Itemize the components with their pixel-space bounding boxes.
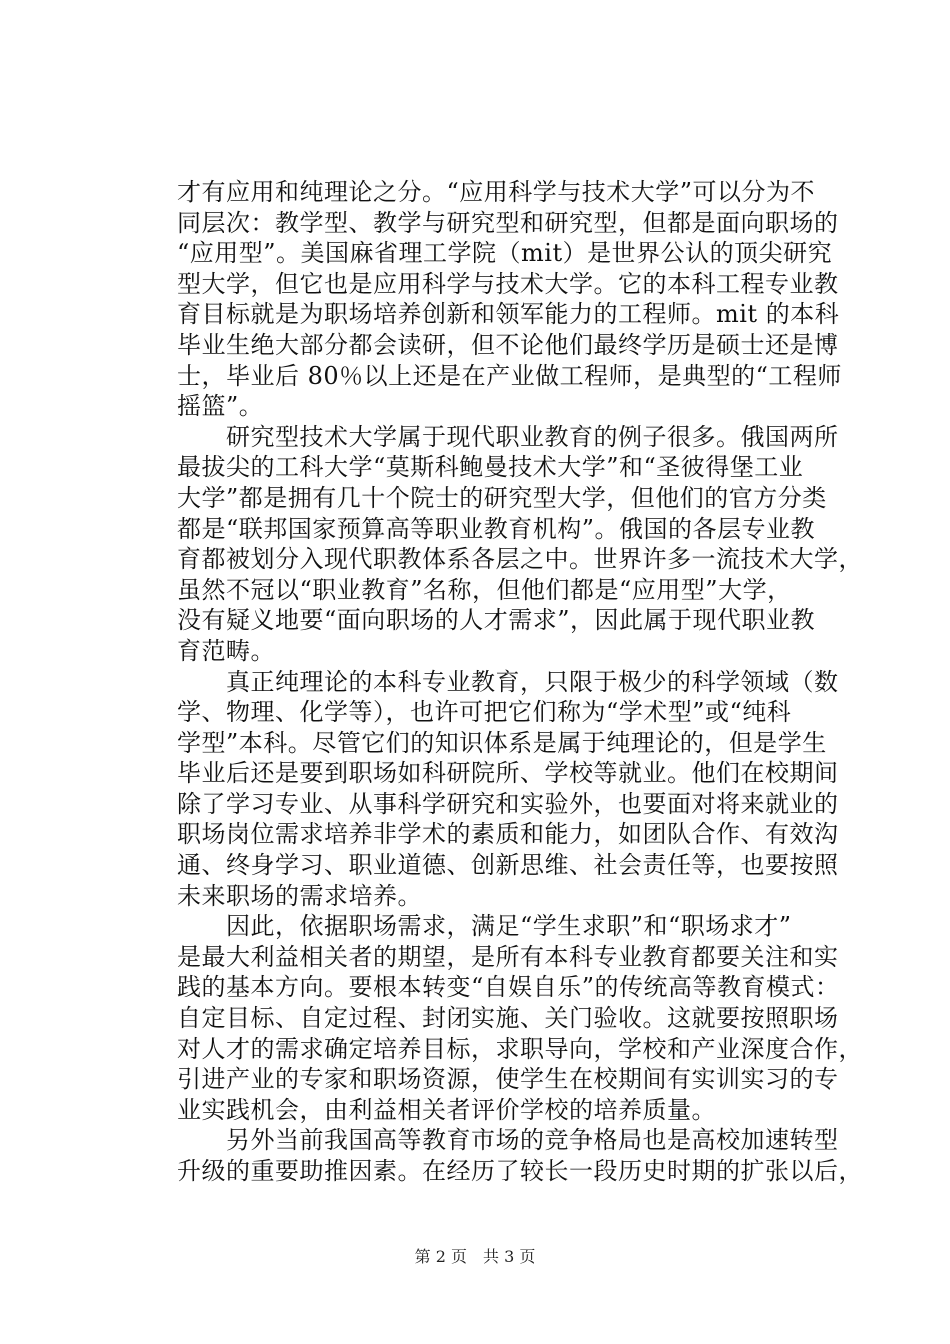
text-line: 型大学，但它也是应用科学与技术大学。它的本科工程专业教: [177, 269, 839, 298]
text-line: 践的基本方向。要根本转变“自娱自乐”的传统高等教育模式：: [177, 973, 840, 1002]
text-line: 学、物理、化学等），也许可把它们称为“学术型”或“纯科: [177, 698, 792, 727]
text-line: 毕业生绝大部分都会读研，但不论他们最终学历是硕士还是博: [177, 330, 839, 359]
text-line: 士，毕业后 80％以上还是在产业做工程师，是典型的“工程师: [177, 361, 842, 390]
text-line: 自定目标、自定过程、封闭实施、关门验收。这就要按照职场: [177, 1004, 839, 1033]
text-line: 研究型技术大学属于现代职业教育的例子很多。俄国两所: [177, 422, 839, 451]
text-line: 未来职场的需求培养。: [177, 881, 422, 910]
body-text: [177, 177, 863, 1187]
text-line: 引进产业的专家和职场资源，使学生在校期间有实训实习的专: [177, 1065, 839, 1094]
text-line: 摇篮”。: [177, 392, 264, 421]
text-line: 育范畴。: [177, 636, 275, 665]
text-line: 因此，依据职场需求，满足“学生求职”和“职场求才”: [177, 912, 792, 941]
text-line: 真正纯理论的本科专业教育，只限于极少的科学领域（数: [177, 667, 839, 696]
page-indicator: 第 2 页 共 3 页: [414, 1247, 536, 1266]
text-line: 另外当前我国高等教育市场的竞争格局也是高校加速转型: [177, 1126, 839, 1155]
text-line: 大学”都是拥有几十个院士的研究型大学，但他们的官方分类: [177, 483, 827, 512]
text-line: 同层次：教学型、教学与研究型和研究型，但都是面向职场的: [177, 208, 839, 237]
text-line: 是最大利益相关者的期望，是所有本科专业教育都要关注和实: [177, 942, 839, 971]
text-line: 升级的重要助推因素。在经历了较长一段历史时期的扩张以后，: [177, 1157, 863, 1185]
text-line: 业实践机会，由利益相关者评价学校的培养质量。: [177, 1095, 716, 1124]
text-line: 除了学习专业、从事科学研究和实验外，也要面对将来就业的: [177, 789, 839, 818]
page-footer: [0, 1244, 950, 1267]
text-line: 毕业后还是要到职场如科研院所、学校等就业。他们在校期间: [177, 759, 839, 788]
text-line: 育目标就是为职场培养创新和领军能力的工程师。mit 的本科: [177, 300, 840, 329]
text-line: 通、终身学习、职业道德、创新思维、社会责任等，也要按照: [177, 851, 839, 880]
text-line: 虽然不冠以“职业教育”名称，但他们都是“应用型”大学，: [177, 575, 792, 604]
text-line: 才有应用和纯理论之分。“应用科学与技术大学”可以分为不: [177, 178, 816, 206]
text-line: 都是“联邦国家预算高等职业教育机构”。俄国的各层专业教: [177, 514, 816, 543]
text-line: 职场岗位需求培养非学术的素质和能力，如团队合作、有效沟: [177, 820, 839, 849]
text-line: “应用型”。美国麻省理工学院（mit）是世界公认的顶尖研究: [177, 239, 833, 268]
text-line: 对人才的需求确定培养目标，求职导向，学校和产业深度合作，: [177, 1034, 863, 1063]
text-line: 没有疑义地要“面向职场的人才需求”，因此属于现代职业教: [177, 606, 816, 635]
text-line: 最拔尖的工科大学“莫斯科鲍曼技术大学”和“圣彼得堡工业: [177, 453, 804, 482]
text-line: 育都被划分入现代职教体系各层之中。世界许多一流技术大学，: [177, 545, 863, 574]
text-line: 学型”本科。尽管它们的知识体系是属于纯理论的，但是学生: [177, 728, 827, 757]
